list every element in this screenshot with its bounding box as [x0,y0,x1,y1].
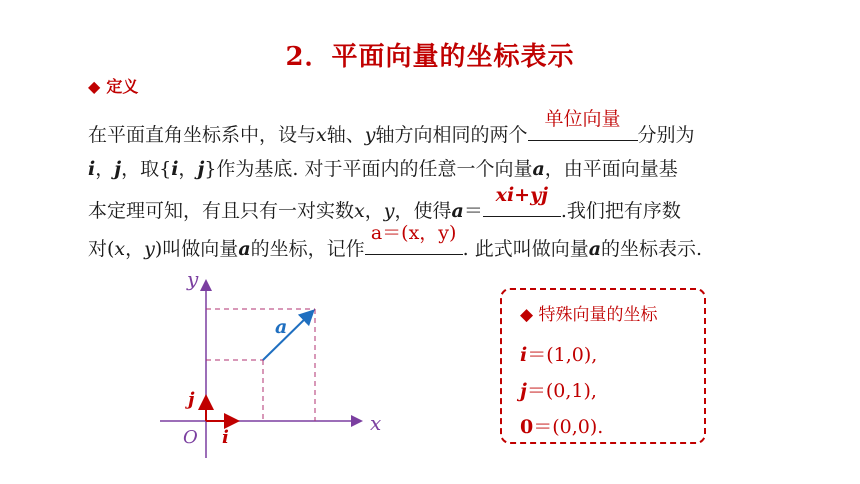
answer-unit-vector: 单位向量 [544,108,621,130]
page-title: 2．平面向量的坐标表示 [285,42,575,72]
answer-coordinate-notation: a＝(x，y) [370,222,457,244]
special-box-heading: ◆ 特殊向量的坐标 [520,305,658,325]
diamond-bullet-icon: ◆ [520,305,539,325]
special-row-j: j＝(0,1), [520,380,597,402]
vector-a [263,312,312,360]
paragraph-line-2: i，j，取{i，j}作为基底. 对于平面内的任意一个向量a，由平面向量基 [88,158,678,180]
special-row-i: i＝(1,0), [520,344,598,366]
origin-label: O [183,427,198,448]
special-vectors-box [500,288,706,444]
i-label: i [222,427,229,448]
special-row-zero: 0＝(0,0). [520,416,604,438]
paragraph-line-3: 本定理可知，有且只有一对实数x，y，使得a＝ xi+yj .我们把有序数 [88,188,768,226]
a-label: a [275,316,288,338]
answer-linear-combination: xi+yj [495,184,549,206]
paragraph-line-1: 在平面直角坐标系中，设与x轴、y轴方向相同的两个 单位向量 分别为 [88,112,768,150]
paragraph-line-4: 对(x，y)叫做向量a的坐标，记作 a＝(x，y) . 此式叫做向量a的坐标表示. [88,226,768,264]
j-label: j [188,389,195,410]
diamond-bullet-icon: ◆ [88,77,101,96]
x-axis-label: x [370,411,382,435]
y-axis-label: y [187,267,199,291]
definition-heading-label: 定义 [106,77,139,96]
